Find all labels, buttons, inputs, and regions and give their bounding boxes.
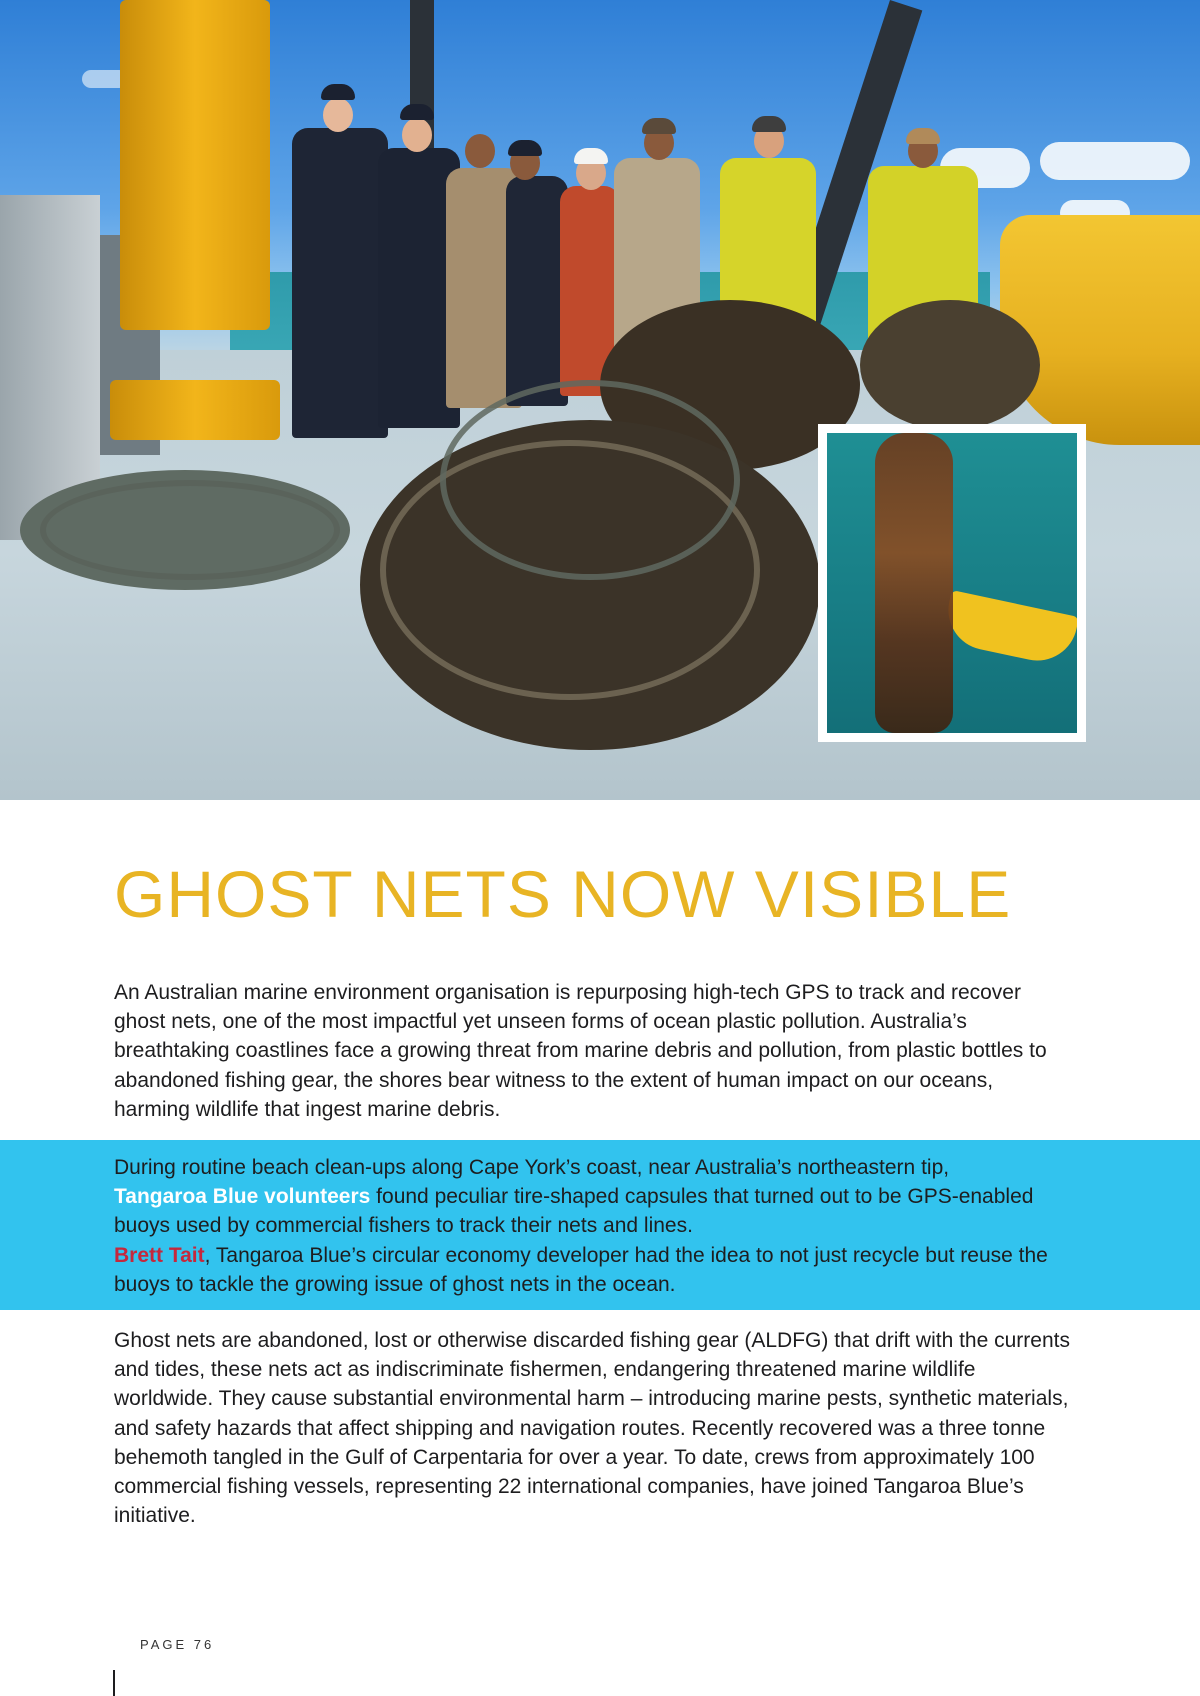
ghost-net-pile	[860, 300, 1040, 430]
crew-member	[292, 128, 388, 438]
inset-photo	[818, 424, 1086, 742]
crane-arm	[120, 0, 270, 330]
crew-head	[402, 118, 432, 152]
inset-boat	[941, 590, 1077, 668]
crew-cap	[906, 128, 940, 144]
lifted-ghost-net	[875, 433, 953, 733]
hero-photo	[0, 0, 1200, 800]
highlight-text: During routine beach clean-ups along Cape York’s coast, near Australia’s northeastern tip,	[114, 1156, 950, 1179]
crane-base	[110, 380, 280, 440]
page-number: PAGE 76	[140, 1637, 215, 1652]
crew-member	[506, 176, 568, 406]
highlight-text: , Tangaroa Blue’s circular economy developer had the idea to not just recycle but reuse the buoys to tackle the growing issue of ghost nets in the ocean.	[114, 1243, 1048, 1296]
ghost-nets-paragraph: Ghost nets are abandoned, lost or otherwise discarded fishing gear (ALDFG) that drift with the currents and tides, these nets act as indiscriminate fishermen, endangering threatened marine wildlife worldwide. They cause substantial environmental harm – introducing marine pests, synthetic materials, and safety hazards that affect shipping and navigation routes. Recently recovered was a three tonne behemoth tangled in the Gulf of Carpentaria for over a year. To date, crews from approximately 100 commercial fishing vessels, representing 22 international companies, have joined Tangaroa Blue’s initiative.	[114, 1329, 1070, 1528]
crew-head	[323, 98, 353, 132]
person-name-link: Brett Tait	[114, 1243, 205, 1267]
highlight-paragraph	[114, 1153, 1074, 1299]
footer-rule	[113, 1670, 115, 1696]
crew-cap	[508, 140, 542, 156]
cloud	[1040, 142, 1190, 180]
highlight-text: found peculiar tire-shaped capsules that turned out to be GPS-enabled buoys used by commercial fishers to track their nets and lines.	[114, 1185, 1034, 1238]
crew-cap	[400, 104, 434, 120]
article-title: GHOST NETS NOW VISIBLE	[114, 857, 1012, 931]
crew-cap	[642, 118, 676, 134]
crew-cap	[752, 116, 786, 132]
rope-loop	[40, 480, 340, 580]
intro-paragraph: An Australian marine environment organisation is repurposing high-tech GPS to track and recover ghost nets, one of the most impactful yet unseen forms of ocean plastic pollution. Australia’s breathtaking coastlines face a growing threat from marine debris and pollution, from plastic bottles to abandoned fishing gear, the shores bear witness to the extent of human impact on our oceans, harming wildlife that ingest marine debris.	[114, 981, 1047, 1121]
inset-water	[827, 433, 1077, 733]
crew-head	[465, 134, 495, 168]
crew-cap	[321, 84, 355, 100]
rope-loop	[440, 380, 740, 580]
hard-hat	[574, 148, 608, 164]
volunteers-link: Tangaroa Blue volunteers	[114, 1185, 371, 1209]
